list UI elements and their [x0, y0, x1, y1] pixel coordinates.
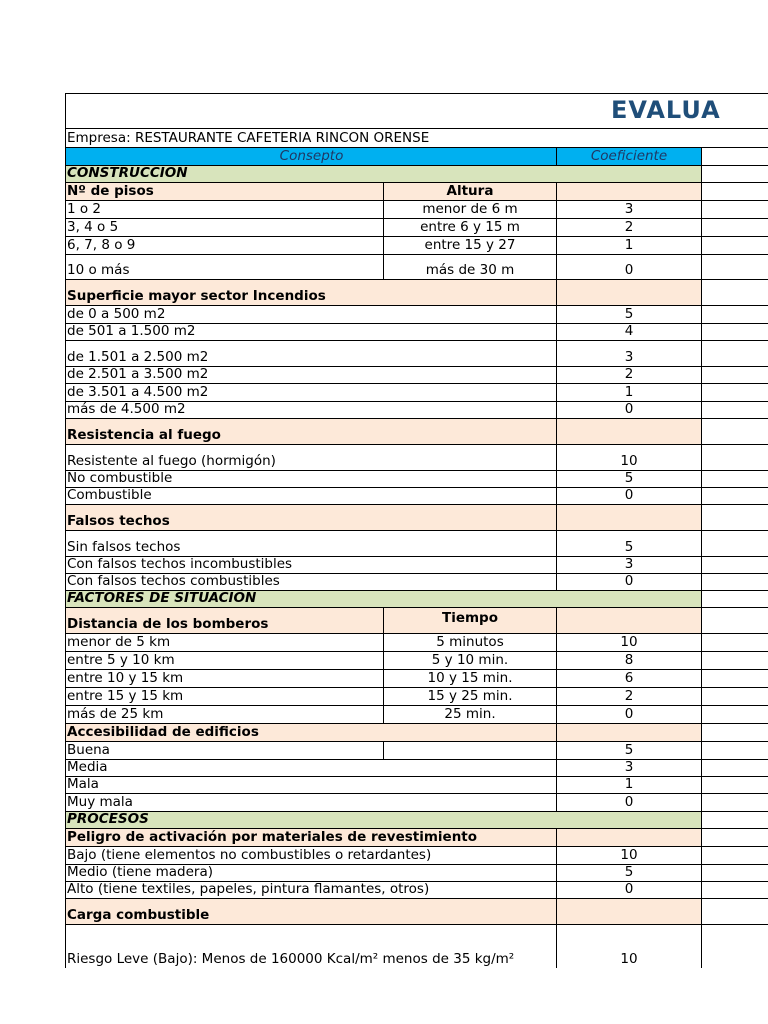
group-sublabel: Tiempo	[383, 608, 556, 633]
row-coefficient: 0	[556, 255, 702, 279]
row-coefficient: 8	[556, 652, 702, 669]
row-concept: de 3.501 a 4.500 m2	[67, 384, 209, 400]
row-concept: Con falsos techos combustibles	[67, 574, 280, 589]
table-row	[66, 925, 768, 968]
table-row	[66, 471, 768, 488]
table-row	[66, 488, 768, 505]
row-concept: más de 4.500 m2	[67, 402, 186, 417]
row-coefficient: 1	[556, 777, 702, 793]
row-concept: más de 25 km	[67, 706, 164, 722]
table-row	[66, 634, 768, 652]
table-row	[66, 531, 768, 557]
row-coefficient: 10	[556, 445, 702, 470]
header-row	[66, 148, 768, 166]
row-coefficient: 0	[556, 882, 702, 898]
group-coef-blank	[556, 724, 702, 741]
group-label: Superficie mayor sector Incendios	[66, 280, 556, 305]
group-coef-blank	[556, 419, 702, 444]
row-concept: Buena	[67, 742, 110, 758]
pisos-rows	[66, 201, 768, 280]
row-concept: 10 o más	[67, 262, 130, 278]
row-concept: Media	[67, 760, 108, 775]
section-situacion	[66, 591, 768, 608]
row-concept: menor de 5 km	[67, 634, 171, 650]
table-row	[66, 255, 768, 280]
table-row	[66, 445, 768, 471]
table-row	[66, 324, 768, 341]
row-detail: 5 minutos	[383, 634, 556, 651]
row-coefficient: 3	[556, 760, 702, 776]
row-coefficient: 0	[556, 488, 702, 504]
row-coefficient: 3	[556, 341, 702, 366]
row-coefficient: 10	[556, 634, 702, 651]
row-concept: Riesgo Leve (Bajo): Menos de 160000 Kcal/m² menos de 35 kg/m²	[67, 951, 515, 967]
group-label: Resistencia al fuego	[66, 419, 556, 444]
section-construccion	[66, 166, 768, 183]
table-row	[66, 201, 768, 219]
activacion-rows	[66, 847, 768, 899]
row-detail: entre 15 y 27	[383, 237, 556, 254]
sheet-title: EVALUA	[611, 96, 721, 124]
section-label: CONSTRUCCION	[66, 166, 702, 182]
row-concept: Mala	[67, 777, 99, 792]
row-detail	[383, 742, 556, 759]
table-row	[66, 557, 768, 574]
row-detail: 5 y 10 min.	[383, 652, 556, 669]
group-coef-blank	[556, 505, 702, 530]
row-coefficient: 0	[556, 706, 702, 723]
group-header-resistencia	[66, 419, 768, 445]
bomberos-rows	[66, 634, 768, 724]
row-coefficient: 2	[556, 367, 702, 383]
group-label: Carga combustible	[66, 899, 556, 924]
table-row	[66, 847, 768, 865]
group-coef-blank	[556, 608, 702, 633]
row-detail: 25 min.	[383, 706, 556, 723]
row-coefficient: 5	[556, 865, 702, 881]
table-row	[66, 670, 768, 688]
row-coefficient: 1	[556, 384, 702, 401]
row-detail: más de 30 m	[383, 255, 556, 279]
row-concept: de 501 a 1.500 m2	[67, 324, 196, 339]
table-row	[66, 384, 768, 402]
row-coefficient: 0	[556, 574, 702, 590]
table-row	[66, 341, 768, 367]
row-coefficient: 3	[556, 557, 702, 573]
row-concept: entre 5 y 10 km	[67, 652, 175, 668]
row-coefficient: 5	[556, 531, 702, 556]
table-row	[66, 652, 768, 670]
table-row	[66, 306, 768, 324]
table-row	[66, 865, 768, 882]
table-row	[66, 219, 768, 237]
group-sublabel: Altura	[383, 183, 556, 200]
row-concept: Bajo (tiene elementos no combustibles o retardantes)	[67, 847, 432, 863]
table-row	[66, 706, 768, 724]
row-coefficient: 6	[556, 670, 702, 687]
header-coefficient: Coeficiente	[556, 148, 702, 165]
row-concept: de 2.501 a 3.500 m2	[67, 367, 209, 382]
header-concept: Consepto	[66, 148, 556, 165]
table-row	[66, 574, 768, 591]
group-header-activacion	[66, 829, 768, 847]
group-coef-blank	[556, 280, 702, 305]
title-row	[66, 94, 768, 129]
row-coefficient: 2	[556, 219, 702, 236]
table-row	[66, 237, 768, 255]
section-label: PROCESOS	[66, 812, 702, 828]
row-coefficient: 5	[556, 742, 702, 759]
group-label: Nº de pisos	[66, 183, 383, 200]
company-name: Empresa: RESTAURANTE CAFETERIA RINCON ORENSE	[67, 130, 430, 146]
group-coef-blank	[556, 829, 702, 846]
row-coefficient: 10	[556, 925, 702, 968]
group-coef-blank	[556, 183, 702, 200]
row-detail: entre 6 y 15 m	[383, 219, 556, 236]
table-row	[66, 402, 768, 419]
row-concept: de 0 a 500 m2	[67, 306, 166, 322]
section-label: FACTORES DE SITUACIÓN	[66, 591, 702, 607]
row-concept: Muy mala	[67, 794, 133, 810]
resistencia-rows	[66, 445, 768, 505]
group-header-techos	[66, 505, 768, 531]
group-coef-blank	[556, 899, 702, 924]
group-label: Peligro de activación por materiales de revestimiento	[66, 829, 556, 846]
row-concept: entre 10 y 15 km	[67, 670, 184, 686]
row-coefficient: 5	[556, 306, 702, 323]
row-coefficient: 0	[556, 794, 702, 811]
section-procesos	[66, 812, 768, 829]
table-row	[66, 367, 768, 384]
carga-rows	[66, 925, 768, 968]
row-detail: menor de 6 m	[383, 201, 556, 218]
group-header-accesibilidad	[66, 724, 768, 742]
company-row	[66, 129, 768, 148]
table-row	[66, 688, 768, 706]
row-detail: 10 y 15 min.	[383, 670, 556, 687]
row-coefficient: 2	[556, 688, 702, 705]
row-concept: Con falsos techos incombustibles	[67, 557, 293, 572]
techos-rows	[66, 531, 768, 591]
group-label: Distancia de los bomberos	[66, 608, 383, 633]
row-concept: Medio (tiene madera)	[67, 865, 213, 880]
row-concept: de 1.501 a 2.500 m2	[67, 349, 209, 365]
table-row	[66, 794, 768, 812]
row-coefficient: 1	[556, 237, 702, 254]
row-coefficient: 0	[556, 402, 702, 418]
row-concept: 6, 7, 8 o 9	[67, 237, 136, 253]
row-concept: entre 15 y 15 km	[67, 688, 184, 704]
row-concept: 3, 4 o 5	[67, 219, 119, 235]
table-row	[66, 882, 768, 899]
evaluation-sheet	[65, 93, 768, 968]
group-header-pisos	[66, 183, 768, 201]
row-concept: Combustible	[67, 488, 152, 503]
group-label: Falsos techos	[66, 505, 556, 530]
row-coefficient: 5	[556, 471, 702, 487]
group-header-bomberos	[66, 608, 768, 634]
row-concept: Sin falsos techos	[67, 539, 181, 555]
superficie-rows	[66, 306, 768, 419]
row-concept: 1 o 2	[67, 201, 102, 217]
group-header-superficie	[66, 280, 768, 306]
row-coefficient: 10	[556, 847, 702, 864]
table-row	[66, 760, 768, 777]
row-coefficient: 3	[556, 201, 702, 218]
row-concept: Resistente al fuego (hormigón)	[67, 453, 276, 469]
row-coefficient: 4	[556, 324, 702, 340]
table-row	[66, 777, 768, 794]
accesibilidad-rows	[66, 742, 768, 812]
group-label: Accesibilidad de edificios	[66, 724, 556, 741]
row-concept: No combustible	[67, 471, 173, 486]
table-row	[66, 742, 768, 760]
row-detail: 15 y 25 min.	[383, 688, 556, 705]
row-concept: Alto (tiene textiles, papeles, pintura flamantes, otros)	[67, 882, 430, 897]
group-header-carga	[66, 899, 768, 925]
